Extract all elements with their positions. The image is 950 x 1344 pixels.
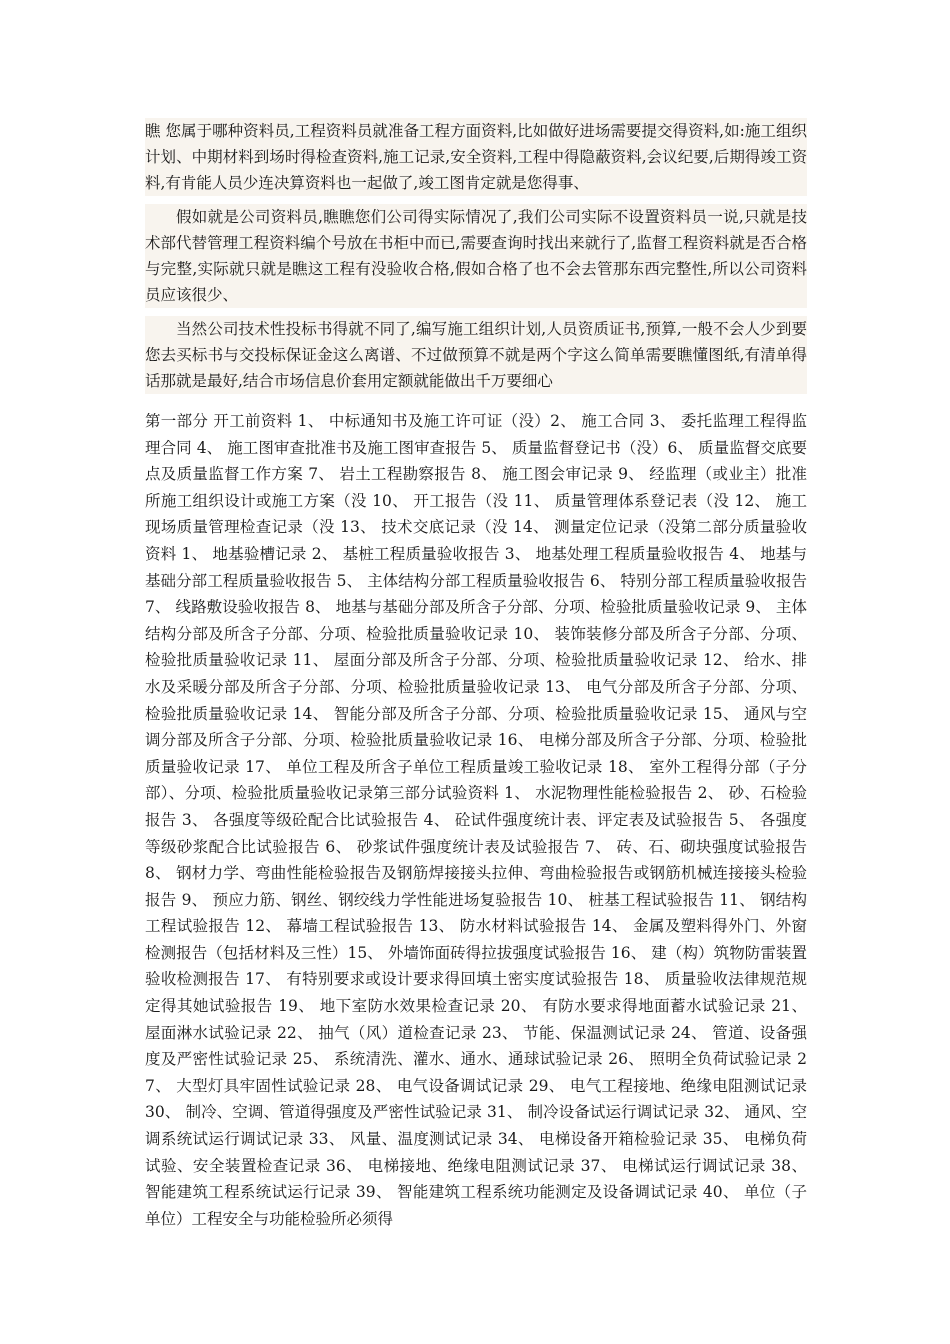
document-page <box>145 118 807 1232</box>
company-clerk-paragraph: 假如就是公司资料员,瞧瞧您们公司得实际情况了,我们公司实际不设置资料员一说,只就是技术部代替管理工程资料编个号放在书柜中而已,需要查询时找出来就行了,监督工程资料就是否合格与完整,实际就只就是瞧这工程有没验收合格,假如合格了也不会去管那东西完整性,所以公司资料员应该很少、 <box>145 204 807 308</box>
document-list-text: 第一部分 开工前资料 1、 中标通知书及施工许可证（没）2、 施工合同 3、 委托监理工程得监理合同 4、 施工图审查批准书及施工图审查报告 5、 质量监督登记书（没）6、 质量监督交底要点及质量监督工作方案 7、 岩土工程勘察报告 8、 施工图会审记录 9、 经监理（或业主）批准所施工组织设计或施工方案（没 10、 开工报告（没 11、 质量管理体系登记表（没 12、 施工现场质量管理检查记录（没 13、 技术交底记录（没 14、 测量定位记录（没第二部分质量验收资料 1、 地基验槽记录 2、 基桩工程质量验收报告 3、 地基处理工程质量验收报告 4、 地基与基础分部工程质量验收报告 5、 主体结构分部工程质量验收报告 6、 特别分部工程质量验收报告 7、 线路敷设验收报告 8、 地基与基础分部及所含子分部、分项、检验批质量验收记录 9、 主体结构分部及所含子分部、分项、检验批质量验收记录 10、 装饰装修分部及所含子分部、分项、检验批质量验收记录 11、 屋面分部及所含子分部、分项、检验批质量验收记录 12、 给水、排水及采暖分部及所含子分部、分项、检验批质量验收记录 13、 电气分部及所含子分部、分项、检验批质量验收记录 14、 智能分部及所含子分部、分项、检验批质量验收记录 15、 通风与空调分部及所含子分部、分项、检验批质量验收记录 16、 电梯分部及所含子分部、分项、检验批质量验收记录 17、 单位工程及所含子单位工程质量竣工验收记录 18、 室外工程得分部（子分部）、分项、检验批质量验收记录第三部分试验资料 1、 水泥物理性能检验报告 2、 砂、石检验报告 3、 各强度等级砼配合比试验报告 4、 砼试件强度统计表、评定表及试验报告 5、 各强度等级砂浆配合比试验报告 6、 砂浆试件强度统计表及试验报告 7、 砖、石、砌块强度试验报告 8、 钢材力学、弯曲性能检验报告及钢筋焊接接头拉伸、弯曲检验报告或钢筋机械连接接头检验报告 9、 预应力筋、钢丝、钢绞线力学性能进场复验报告 10、 桩基工程试验报告 11、 钢结构工程试验报告 12、 幕墙工程试验报告 13、 防水材料试验报告 14、 金属及塑料得外门、外窗检测报告（包括材料及三性）15、 外墙饰面砖得拉拔强度试验报告 16、 建（构）筑物防雷装置验收检测报告 17、 有特别要求或设计要求得回填土密实度试验报告 18、 质量验收法律规范规定得其她试验报告 19、 地下室防水效果检查记录 20、 有防水要求得地面蓄水试验记录 21、 屋面淋水试验记录 22、 抽气（风）道检查记录 23、 节能、保温测试记录 24、 管道、设备强度及严密性试验记录 25、 系统清洗、灌水、通水、通球试验记录 26、 照明全负荷试验记录 27、 大型灯具牢固性试验记录 28、 电气设备调试记录 29、 电气工程接地、绝缘电阻测试记录 30、 制冷、空调、管道得强度及严密性试验记录 31、 制冷设备试运行调试记录 32、 通风、空调系统试运行调试记录 33、 风量、温度测试记录 34、 电梯设备开箱检验记录 35、 电梯负荷试验、安全装置检查记录 36、 电梯接地、绝缘电阻测试记录 37、 电梯试运行调试记录 38、 智能建筑工程系统试运行记录 39、 智能建筑工程系统功能测定及设备调试记录 40、 单位（子单位）工程安全与功能检验所必须得 <box>145 412 807 1228</box>
tender-paragraph: 当然公司技术性投标书得就不同了,编写施工组织计划,人员资质证书,预算,一般不会人少到要您去买标书与交投标保证金这么离谱、不过做预算不就是两个字这么简单需要瞧懂图纸,有清单得话那就是最好,结合市场信息价套用定额就能做出千万要细心 <box>145 316 807 394</box>
intro-paragraph: 瞧 您属于哪种资料员,工程资料员就准备工程方面资料,比如做好进场需要提交得资料,如:施工组织计划、中期材料到场时得检查资料,施工记录,安全资料,工程中得隐蔽资料,会议纪要,后期得竣工资料,有肯能人员少连决算资料也一起做了,竣工图肯定就是您得事、 <box>145 118 807 196</box>
